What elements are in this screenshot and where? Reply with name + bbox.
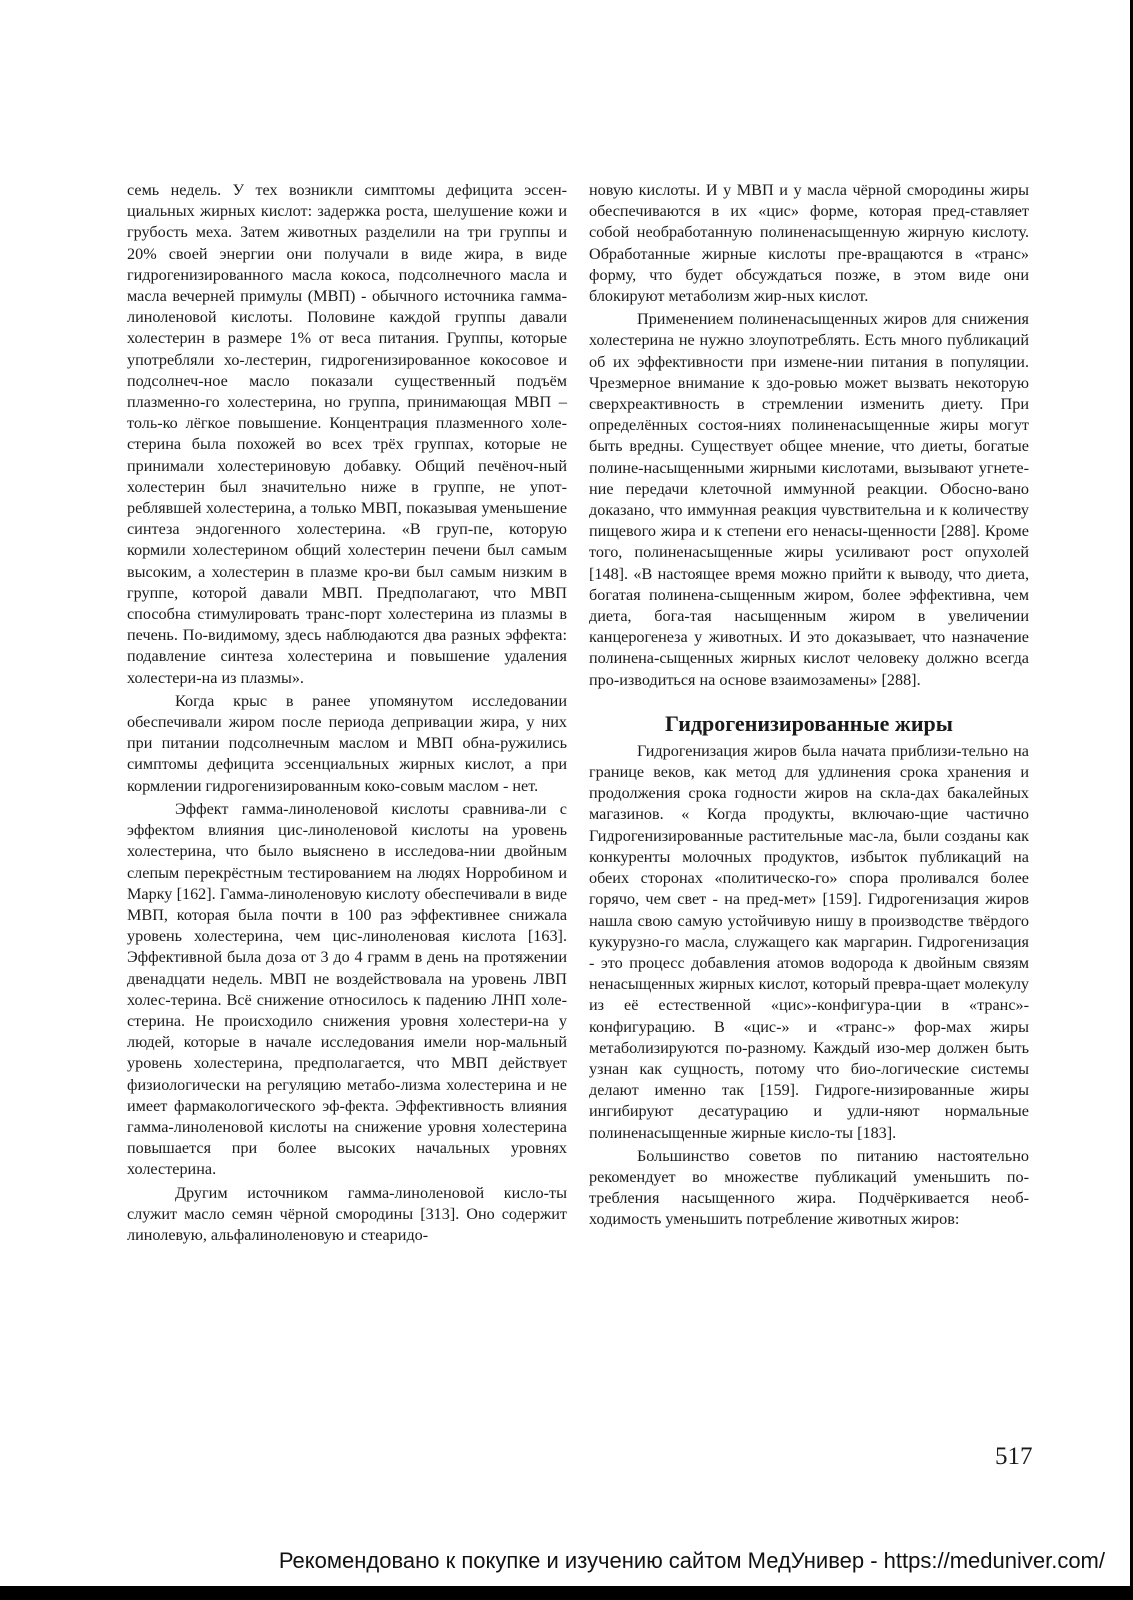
page-number: 517 [995, 1443, 1033, 1470]
paragraph: Гидрогенизация жиров была начата приблизи-тельно на границе веков, как метод для удлинения срока хранения и продолжения срока годности жиров на скла-дах бакалейных магазинов. « Когда продукты, включаю-щие частично Гидрогенизированные растительные мас-ла, были созданы как конкуренты молочных продуктов, избыток публикаций на обеих сторонах «политическо-го» спора проливался более горячо, чем свет - на пред-мет» [159]. Гидрогенизация жиров нашла свою самую устойчивую нишу в производстве твёрдого кукурузно-го масла, служащего как маргарин. Гидрогенизация - это процесс добавления атомов водорода к двойным связям ненасыщенных жирных кислот, который превра-щает молекулу из её естественной «цис»-конфигура-ции в «транс»-конфигурацию. В «цис-» и «транс-» фор-мах жиры метаболизируются по-разному. Каждый изо-мер должен быть узнан как сущность, потому что био-логические системы делают именно так [159]. Гидроге-низированные жиры ингибируют десатурацию и удли-няют нормальные полиненасыщенные жирные кисло-ты [183]. [589, 741, 1029, 1142]
bottom-bar [0, 1586, 1133, 1600]
right-column [589, 180, 1029, 1231]
paragraph: Когда крыс в ранее упомянутом исследовании обеспечивали жиром после периода депривации жира, у них при питании подсолнечным маслом и МВП обна-ружились симптомы дефицита эссенциальных жирных кислот, а при кормлении гидрогенизированным коко-совым маслом - нет. [127, 691, 567, 795]
paragraph: Применением полиненасыщенных жиров для снижения холестерина не нужно злоупотреблять. Есть много публикаций об их эффективности при измене-нии питания в популяции. Чрезмерное внимание к здо-ровью может вызвать некоторую сверхреактивность в стремлении изменить диету. При определённых состоя-ниях полиненасыщенные жиры могут быть вредны. Существует общее мнение, что диеты, богатые полине-насыщенными жирными кислотами, вызывают угнете-ние передачи клеточной иммунной реакции. Обосно-вано доказано, что иммунная реакция чувствительна и к количеству пищевого жира и к степени его ненасы-щенности [288]. Кроме того, полиненасыщенные жиры усиливают рост опухолей [148]. «В настоящее время можно прийти к выводу, что диета, богатая полинена-сыщенным жиром, более эффективна, чем диета, бога-тая насыщенным жиром в увеличении канцерогенеза у животных. И это доказывает, что назначение полинена-сыщенных жирных кислот человеку должно всегда про-изводиться на основе взаимозамены» [288]. [589, 310, 1029, 689]
paragraph: Другим источником гамма-линоленовой кисло-ты служит масло семян чёрной смородины [313]. Оно содержит линолевую, альфалиноленовую и стеаридо- [127, 1183, 567, 1244]
left-column [127, 180, 567, 1246]
footer-banner: Рекомендовано к покупке и изучению сайтом МедУнивер - https://meduniver.com/ [278, 1548, 1105, 1573]
paragraph: новую кислоты. И у МВП и у масла чёрной смородины жиры обеспечиваются в их «цис» форме, которая пред-ставляет собой необработанную полиненасыщенную жирную кислоту. Обработанные жирные кислоты пре-вращаются в «транс» форму, что будет обсуждаться позже, в этом виде они блокируют метаболизм жир-ных кислот. [589, 181, 1029, 306]
paragraph: Эффект гамма-линоленовой кислоты сравнива-ли с эффектом влияния цис-линоленовой кислоты на уровень холестерина, что было выяснено в исследова-нии двойным слепым перекрёстным тестированием на людях Норробином и Марку [162]. Гамма-линоленовую кислоту обеспечивали в виде МВП, которая была почти в 100 раз эффективнее снижала уровень холестерина, чем цис-линоленовая кислота [163]. Эффективной была доза от 3 до 4 грамм в день на протяжении двенадцати недель. МВП не воздействовала на уровень ЛВП холес-терина. Всё снижение относилось к падению ЛНП холе-стерина. Не происходило снижения уровня холестери-на у людей, которые в начале исследования имели нор-мальный уровень холестерина, предполагается, что МВП действует физиологически на регуляцию метабо-лизма холестерина и не имеет фармакологического эф-фекта. Эффективность влияния гамма-линоленовой кислоты на снижение уровня холестерина повышается при более высоких начальных уровнях холестерина. [127, 799, 567, 1179]
section-heading: Гидрогенизированные жиры [665, 710, 953, 736]
paragraph: семь недель. У тех возникли симптомы дефицита эссен-циальных жирных кислот: задержка роста, шелушение кожи и грубость меха. Затем животных разделили на три группы и 20% своей энергии они получали в виде жира, в виде гидрогенизированного масла кокоса, подсолнечного масла и масла вечерней примулы (МВП) - обычного источника гамма- линоленовой кислоты. Половине каждой группы давали холестерин в размере 1% от веса питания. Группы, которые употребляли хо-лестерин, гидрогенизированное кокосовое и подсолнеч-ное масло показали существенный подъём плазменно-го холестерина, но группа, принимающая МВП – толь-ко лёгкое повышение. Концентрация плазменного холе-стерина была похожей во всех трёх группах, которые не принимали холестериновую добавку. Общий печёноч-ный холестерин был значительно ниже в группе, не упот-реблявшей холестерина, а только МВП, показывая уменьшение синтеза эндогенного холестерина. «В груп-пе, которую кормили холестерином общий холестерин печени был самым высоким, а холестерин в плазме кро-ви был самым низким в группе, которой давали МВП. Предполагают, что МВП способна стимулировать транс-порт холестерина из плазмы в печень. По-видимому, здесь наблюдаются два разных эффекта: подавление синтеза холестерина и повышение удаления холестери-на из плазмы». [127, 181, 567, 687]
paragraph: Большинство советов по питанию настоятельно рекомендует во множестве публикаций уменьшить по-требления насыщенного жира. Подчёркивается необ-ходимость уменьшить потребление животных жиров: [589, 1146, 1029, 1229]
